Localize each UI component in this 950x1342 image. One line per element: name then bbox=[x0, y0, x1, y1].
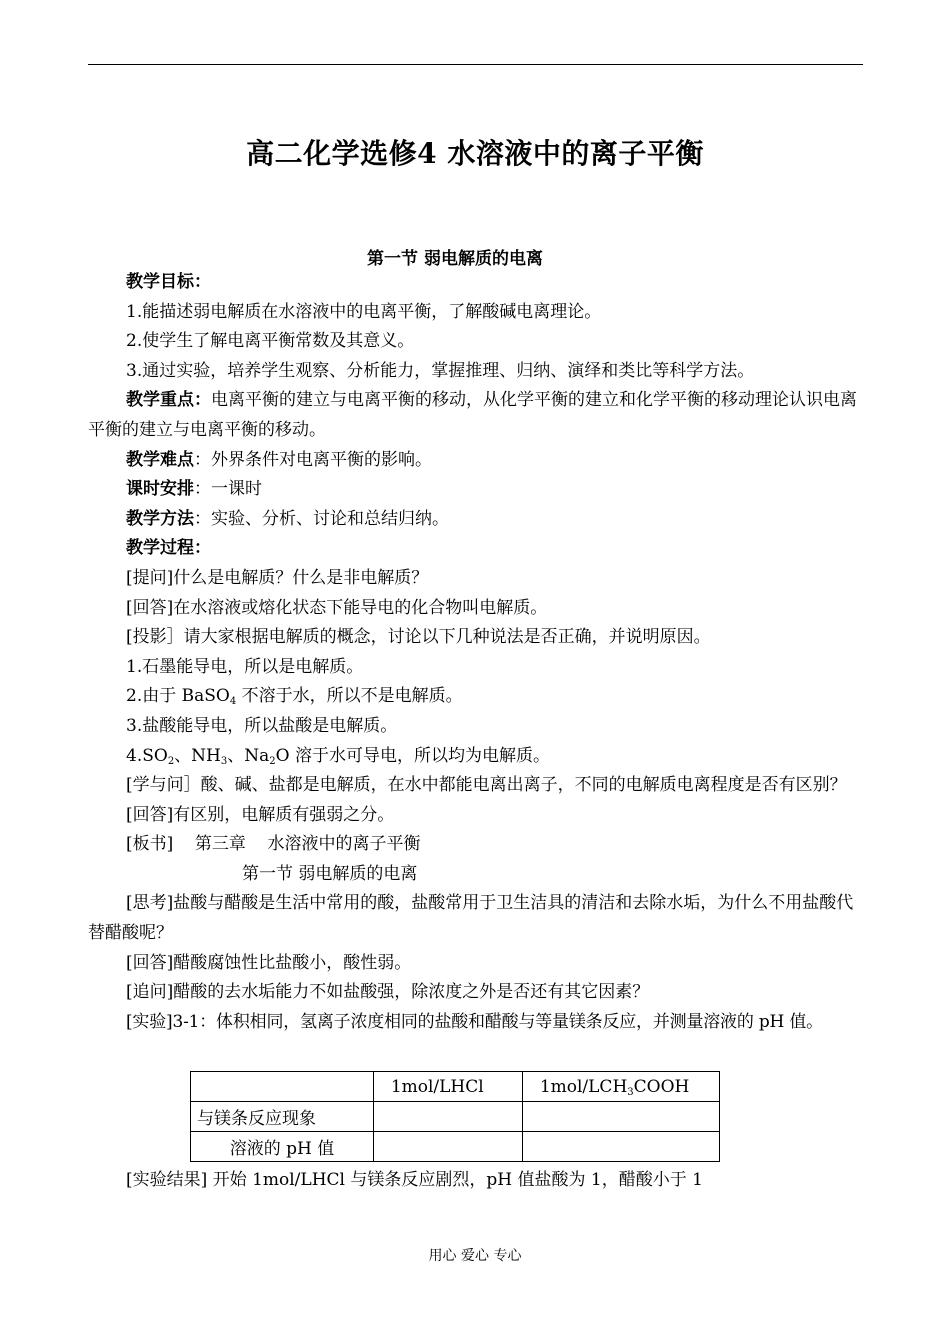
answer-line: [回答]在水溶液或熔化状态下能导电的化合物叫电解质。 bbox=[126, 597, 548, 618]
method-paragraph: 教学方法：实验、分析、讨论和总结归纳。 bbox=[126, 508, 449, 529]
key-point-paragraph: 教学重点：电离平衡的建立与电离平衡的移动，从化学平衡的建立和化学平衡的移动理论认识电离平衡的建立与电离平衡的移动。 bbox=[88, 390, 857, 440]
statement-line: 2.由于 BaSO$_4$ 不溶于水，所以不是电解质。 bbox=[126, 686, 463, 708]
table-row bbox=[191, 1102, 720, 1132]
experiment-line: [实验]3-1：体积相同，氢离子浓度相同的盐酸和醋酸与等量镁条反应，并测量溶液的 pH 值。 bbox=[126, 1011, 823, 1032]
table-header-cell: $1mol/LCH_3COOH$ bbox=[523, 1072, 720, 1102]
statement-line: 3.盐酸能导电，所以盐酸是电解质。 bbox=[126, 715, 398, 736]
answer-line: [回答]醋酸腐蚀性比盐酸小，酸性弱。 bbox=[126, 952, 412, 973]
goal-item: 2.使学生了解电离平衡常数及其意义。 bbox=[126, 331, 415, 352]
projection-line: [投影］请大家根据电解质的概念，讨论以下几种说法是否正确，并说明原因。 bbox=[126, 627, 711, 648]
goal-item: 1.能描述弱电解质在水溶液中的电离平衡，了解酸碱电离理论。 bbox=[126, 301, 602, 322]
table-header-cell bbox=[191, 1072, 374, 1102]
table-cell bbox=[523, 1102, 720, 1132]
table-cell bbox=[374, 1132, 523, 1162]
followup-line: [追问]醋酸的去水垢能力不如盐酸强，除浓度之外是否还有其它因素？ bbox=[126, 982, 650, 1003]
table-row bbox=[191, 1072, 720, 1102]
table-row-label: 溶液的 pH 值 bbox=[191, 1132, 374, 1162]
table-header-cell: 1mol/LHCl bbox=[374, 1072, 523, 1102]
experiment-result: [实验结果] 开始 1mol/LHCl 与镁条反应剧烈，pH 值盐酸为 1，醋酸小于 1 bbox=[126, 1170, 703, 1190]
experiment-table bbox=[190, 1071, 720, 1162]
table-row bbox=[191, 1132, 720, 1162]
schedule-paragraph: 课时安排：一课时 bbox=[126, 479, 262, 500]
board-line: 第一节 弱电解质的电离 bbox=[242, 863, 418, 884]
answer-line: [回答]有区别，电解质有强弱之分。 bbox=[126, 804, 395, 825]
header-rule bbox=[88, 64, 863, 65]
document-body bbox=[88, 268, 866, 1037]
statement-line: $4.SO_2$、$NH_3$、$Na_2O$ 溶于水可导电，所以均为电解质。 bbox=[126, 745, 550, 767]
think-paragraph: [思考]盐酸与醋酸是生活中常用的酸，盐酸常用于卫生洁具的清洁和去除水垢，为什么不用盐酸代替醋酸呢？ bbox=[88, 893, 854, 944]
goal-item: 3.通过实验，培养学生观察、分析能力，掌握推理、归纳、演绎和类比等科学方法。 bbox=[126, 360, 755, 381]
board-line: [板书] 第三章 水溶液中的离子平衡 bbox=[126, 834, 421, 855]
statement-line: 1.石墨能导电，所以是电解质。 bbox=[126, 656, 364, 677]
page-footer: 用心 爱心 专心 bbox=[428, 1248, 522, 1264]
question-line: [提问]什么是电解质？什么是非电解质？ bbox=[126, 567, 429, 588]
learn-question-paragraph: [学与问］酸、碱、盐都是电解质，在水中都能电离出离子，不同的电解质电离程度是否有区别？ bbox=[126, 775, 847, 796]
table-cell bbox=[523, 1132, 720, 1162]
difficulty-paragraph: 教学难点：外界条件对电离平衡的影响。 bbox=[126, 449, 432, 470]
section-title: 第一节 弱电解质的电离 bbox=[367, 249, 543, 269]
document-title: 高二化学选修4 水溶液中的离子平衡 bbox=[246, 137, 704, 170]
table-row-label: 与镁条反应现象 bbox=[191, 1102, 374, 1132]
goals-heading: 教学目标： bbox=[126, 272, 211, 292]
process-heading: 教学过程： bbox=[126, 538, 211, 559]
table-cell bbox=[374, 1102, 523, 1132]
